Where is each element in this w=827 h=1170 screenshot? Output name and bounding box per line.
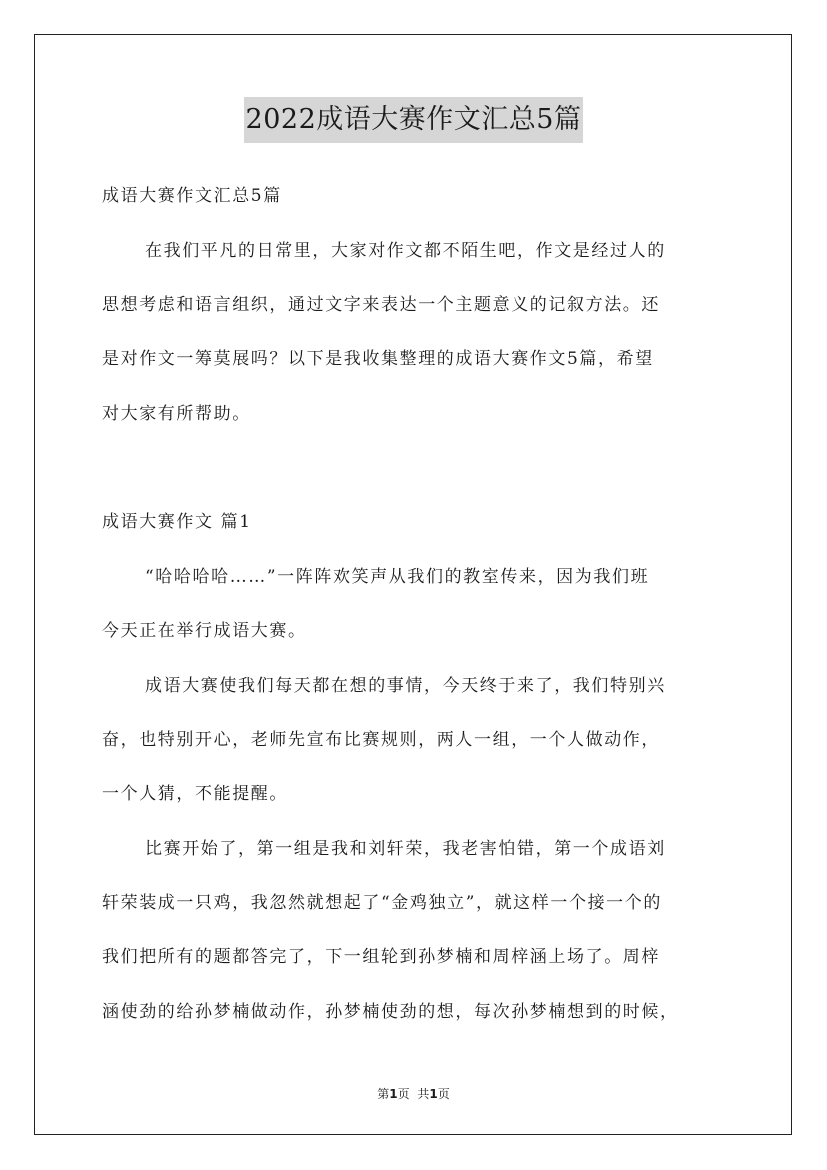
document-title: 2022成语大赛作文汇总5篇 bbox=[244, 97, 584, 143]
intro-line-4: 对大家有所帮助。 bbox=[102, 404, 251, 424]
footer-total-number: 1 bbox=[429, 1087, 438, 1101]
body-line-4: 奋，也特别开心，老师先宣布比赛规则，两人一组，一个人做动作， bbox=[102, 730, 660, 750]
body-line-8: 我们把所有的题都答完了，下一组轮到孙梦楠和周梓涵上场了。周梓 bbox=[102, 947, 660, 967]
title-container bbox=[0, 97, 827, 143]
body-line-5: 一个人猜，不能提醒。 bbox=[102, 784, 288, 804]
section-heading: 成语大赛作文 篇1 bbox=[102, 512, 252, 532]
footer-total-prefix: 共 bbox=[417, 1087, 430, 1101]
footer-total-suffix: 页 bbox=[437, 1087, 450, 1101]
intro-line-1: 在我们平凡的日常里，大家对作文都不陌生吧，作文是经过人的 bbox=[145, 241, 666, 261]
body-line-7: 轩荣装成一只鸡，我忽然就想起了“金鸡独立”，就这样一个接一个的 bbox=[102, 893, 662, 913]
body-line-3: 成语大赛使我们每天都在想的事情，今天终于来了，我们特别兴 bbox=[145, 676, 666, 696]
intro-line-3: 是对作文一筹莫展吗？以下是我收集整理的成语大赛作文5篇，希望 bbox=[102, 349, 654, 369]
page-footer bbox=[0, 1085, 827, 1102]
footer-page-prefix: 第 bbox=[377, 1087, 390, 1101]
footer-page-suffix: 页 bbox=[397, 1087, 410, 1101]
subtitle: 成语大赛作文汇总5篇 bbox=[102, 186, 282, 206]
body-line-6: 比赛开始了，第一组是我和刘轩荣，我老害怕错，第一个成语刘 bbox=[145, 839, 666, 859]
body-line-2: 今天正在举行成语大赛。 bbox=[102, 621, 307, 641]
body-line-9: 涵使劲的给孙梦楠做动作，孙梦楠使劲的想，每次孙梦楠想到的时候， bbox=[102, 1002, 679, 1022]
footer-page-number: 1 bbox=[389, 1087, 398, 1101]
intro-line-2: 思想考虑和语言组织，通过文字来表达一个主题意义的记叙方法。还 bbox=[102, 295, 660, 315]
body-line-1: “哈哈哈哈……”一阵阵欢笑声从我们的教室传来，因为我们班 bbox=[145, 567, 650, 587]
